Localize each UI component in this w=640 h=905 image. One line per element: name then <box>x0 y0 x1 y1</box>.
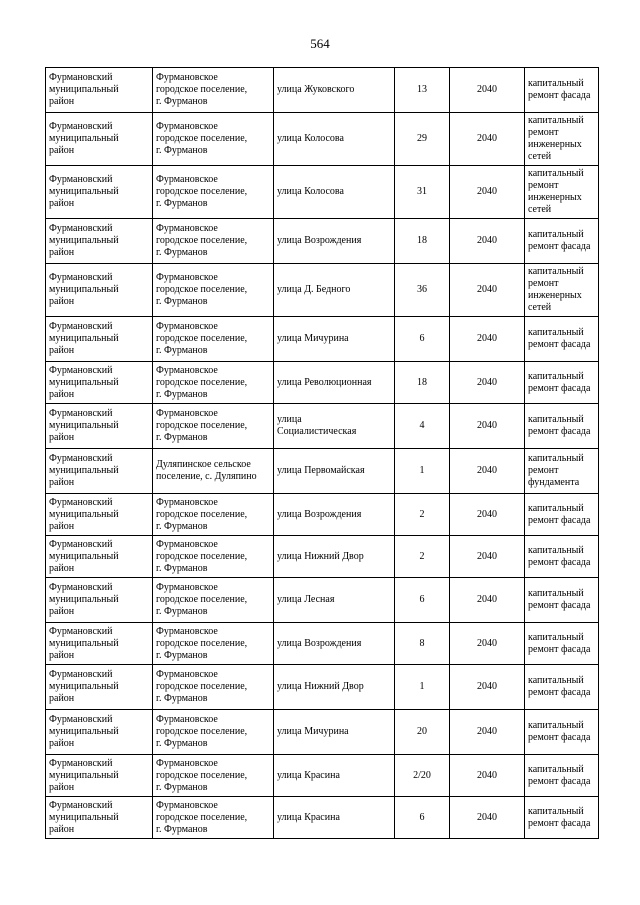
table-row <box>46 264 599 317</box>
house-number-cell <box>395 449 450 494</box>
district-cell-text: Фурмановский муниципальный район <box>49 121 119 156</box>
street-cell-text: улица Красина <box>277 769 340 781</box>
street-cell-text: улица Мичурина <box>277 333 349 344</box>
work-type-cell-text: капитальный ремонт фасада <box>528 588 591 611</box>
district-cell <box>46 219 153 264</box>
year-cell <box>450 623 525 665</box>
house-number-cell-text: 1 <box>419 465 425 476</box>
settlement-cell <box>153 317 274 362</box>
work-type-cell-text: капитальный ремонт фасада <box>528 631 591 655</box>
street-cell-text: улица Жуковского <box>277 84 355 95</box>
year-cell <box>450 494 525 536</box>
house-number-cell-text: 2 <box>419 550 425 562</box>
house-number-cell <box>395 404 450 449</box>
year-cell-text: 2040 <box>477 186 497 197</box>
street-cell-text: улица Лесная <box>277 594 335 605</box>
street-cell <box>274 264 395 317</box>
street-cell-text: улица Нижний Двор <box>277 550 364 562</box>
year-cell <box>450 166 525 219</box>
district-cell-text: Фурмановский муниципальный район <box>49 174 119 209</box>
work-type-cell <box>525 578 599 623</box>
street-cell <box>274 494 395 536</box>
table-row <box>46 623 599 665</box>
district-cell-text: Фурмановский муниципальный район <box>49 625 119 661</box>
house-number-cell-text: 29 <box>417 133 427 144</box>
house-number-cell <box>395 494 450 536</box>
house-number-cell <box>395 113 450 166</box>
year-cell <box>450 710 525 755</box>
house-number-cell <box>395 536 450 578</box>
work-type-cell <box>525 113 599 166</box>
year-cell <box>450 665 525 710</box>
street-cell-text: улица Красина <box>277 811 340 823</box>
house-number-cell-text: 6 <box>419 594 425 605</box>
year-cell <box>450 113 525 166</box>
year-cell <box>450 449 525 494</box>
settlement-cell <box>153 362 274 404</box>
district-cell <box>46 665 153 710</box>
settlement-cell-text: Фурмановское городское поселение, г. Фурманов <box>156 121 248 156</box>
table-row <box>46 317 599 362</box>
house-number-cell-text: 6 <box>419 333 425 344</box>
settlement-cell <box>153 710 274 755</box>
work-type-cell <box>525 665 599 710</box>
house-number-cell-text: 13 <box>417 84 427 95</box>
year-cell-text: 2040 <box>477 235 497 246</box>
street-cell <box>274 578 395 623</box>
district-cell-text: Фурмановский муниципальный район <box>49 714 119 749</box>
house-number-cell-text: 6 <box>419 811 425 823</box>
year-cell-text: 2040 <box>477 133 497 144</box>
settlement-cell-text: Фурмановское городское поселение, г. Фурманов <box>156 714 248 749</box>
settlement-cell-text: Фурмановское городское поселение, г. Фурманов <box>156 669 248 704</box>
work-type-cell <box>525 623 599 665</box>
house-number-cell-text: 36 <box>417 284 427 295</box>
settlement-cell-text: Фурмановское городское поселение, г. Фурманов <box>156 408 248 443</box>
work-type-cell <box>525 449 599 494</box>
settlement-cell-text: Фурмановское городское поселение, г. Фурманов <box>156 757 248 793</box>
table-row <box>46 494 599 536</box>
district-cell <box>46 578 153 623</box>
year-cell-text: 2040 <box>477 333 497 344</box>
table-row <box>46 449 599 494</box>
house-number-cell-text: 18 <box>417 376 427 388</box>
house-number-cell-text: 31 <box>417 186 427 197</box>
year-cell-text: 2040 <box>477 376 497 388</box>
settlement-cell <box>153 536 274 578</box>
district-cell <box>46 755 153 797</box>
settlement-cell <box>153 797 274 839</box>
year-cell-text: 2040 <box>477 508 497 520</box>
year-cell <box>450 362 525 404</box>
street-cell <box>274 68 395 113</box>
work-type-cell-text: капитальный ремонт инженерных сетей <box>528 168 584 215</box>
street-cell-text: улица Мичурина <box>277 726 349 737</box>
work-type-cell-text: капитальный ремонт фасада <box>528 327 591 350</box>
district-cell <box>46 113 153 166</box>
settlement-cell <box>153 755 274 797</box>
work-type-cell-text: капитальный ремонт инженерных сетей <box>528 266 584 313</box>
work-type-cell-text: капитальный ремонт фасада <box>528 544 591 568</box>
year-cell <box>450 578 525 623</box>
settlement-cell <box>153 68 274 113</box>
work-type-cell-text: капитальный ремонт фасада <box>528 78 591 101</box>
house-number-cell <box>395 264 450 317</box>
street-cell <box>274 219 395 264</box>
year-cell-text: 2040 <box>477 420 497 431</box>
district-cell-text: Фурмановский муниципальный район <box>49 453 119 488</box>
table-row <box>46 362 599 404</box>
house-number-cell <box>395 755 450 797</box>
house-number-cell-text: 1 <box>419 681 425 692</box>
district-cell <box>46 68 153 113</box>
work-type-cell-text: капитальный ремонт фасада <box>528 414 591 437</box>
house-number-cell-text: 8 <box>419 637 425 649</box>
street-cell-text: улица Колосова <box>277 186 344 197</box>
street-cell <box>274 449 395 494</box>
district-cell <box>46 264 153 317</box>
year-cell-text: 2040 <box>477 284 497 295</box>
work-type-cell-text: капитальный ремонт фасада <box>528 502 591 526</box>
work-type-cell-text: капитальный ремонт фасада <box>528 675 591 698</box>
house-number-cell <box>395 219 450 264</box>
district-cell-text: Фурмановский муниципальный район <box>49 321 119 356</box>
house-number-cell <box>395 623 450 665</box>
settlement-cell-text: Дуляпинское сельское поселение, с. Дуляпино <box>156 459 257 482</box>
settlement-cell-text: Фурмановское городское поселение, г. Фурманов <box>156 625 248 661</box>
district-cell-text: Фурмановский муниципальный район <box>49 364 119 400</box>
street-cell-text: улица Колосова <box>277 133 344 144</box>
year-cell-text: 2040 <box>477 594 497 605</box>
work-type-cell <box>525 494 599 536</box>
street-cell <box>274 166 395 219</box>
house-number-cell <box>395 362 450 404</box>
year-cell-text: 2040 <box>477 637 497 649</box>
settlement-cell-text: Фурмановское городское поселение, г. Фурманов <box>156 538 248 574</box>
table-row <box>46 166 599 219</box>
year-cell-text: 2040 <box>477 465 497 476</box>
street-cell <box>274 362 395 404</box>
work-type-cell <box>525 317 599 362</box>
table-row <box>46 68 599 113</box>
street-cell <box>274 404 395 449</box>
house-number-cell <box>395 797 450 839</box>
district-cell <box>46 710 153 755</box>
settlement-cell <box>153 665 274 710</box>
settlement-cell <box>153 113 274 166</box>
year-cell <box>450 755 525 797</box>
street-cell-text: улица Д. Бедного <box>277 284 351 295</box>
house-number-cell-text: 4 <box>419 420 425 431</box>
house-number-cell-text: 18 <box>417 235 427 246</box>
table-row <box>46 113 599 166</box>
year-cell-text: 2040 <box>477 681 497 692</box>
settlement-cell <box>153 264 274 317</box>
settlement-cell-text: Фурмановское городское поселение, г. Фурманов <box>156 496 248 532</box>
street-cell-text: улица Нижний Двор <box>277 681 364 692</box>
settlement-cell-text: Фурмановское городское поселение, г. Фурманов <box>156 223 248 258</box>
house-number-cell-text: 2/20 <box>413 769 431 781</box>
house-number-cell <box>395 710 450 755</box>
district-cell-text: Фурмановский муниципальный район <box>49 538 119 574</box>
street-cell <box>274 536 395 578</box>
street-cell-text: улица Возрождения <box>277 235 362 246</box>
year-cell <box>450 536 525 578</box>
street-cell <box>274 710 395 755</box>
table-body <box>46 68 599 839</box>
year-cell-text: 2040 <box>477 550 497 562</box>
street-cell-text: улица Возрождения <box>277 508 362 520</box>
year-cell <box>450 404 525 449</box>
district-cell-text: Фурмановский муниципальный район <box>49 223 119 258</box>
work-type-cell-text: капитальный ремонт фасада <box>528 763 591 787</box>
house-number-cell <box>395 665 450 710</box>
work-type-cell-text: капитальный ремонт фундамента <box>528 453 584 488</box>
district-cell <box>46 404 153 449</box>
work-type-cell <box>525 536 599 578</box>
repair-registry-table <box>45 67 599 839</box>
work-type-cell-text: капитальный ремонт фасада <box>528 805 591 829</box>
district-cell-text: Фурмановский муниципальный район <box>49 799 119 835</box>
district-cell <box>46 623 153 665</box>
street-cell <box>274 317 395 362</box>
settlement-cell <box>153 219 274 264</box>
settlement-cell <box>153 404 274 449</box>
work-type-cell <box>525 219 599 264</box>
street-cell-text: улица Революционная <box>277 376 372 388</box>
settlement-cell-text: Фурмановское городское поселение, г. Фурманов <box>156 582 248 617</box>
house-number-cell <box>395 317 450 362</box>
year-cell <box>450 264 525 317</box>
settlement-cell-text: Фурмановское городское поселение, г. Фурманов <box>156 272 248 307</box>
page-number: 564 <box>310 36 330 51</box>
table-row <box>46 578 599 623</box>
year-cell-text: 2040 <box>477 726 497 737</box>
district-cell <box>46 494 153 536</box>
year-cell <box>450 797 525 839</box>
street-cell <box>274 113 395 166</box>
street-cell <box>274 623 395 665</box>
settlement-cell-text: Фурмановское городское поселение, г. Фурманов <box>156 72 248 107</box>
street-cell <box>274 665 395 710</box>
work-type-cell <box>525 68 599 113</box>
table-row <box>46 755 599 797</box>
work-type-cell-text: капитальный ремонт фасада <box>528 229 591 252</box>
district-cell-text: Фурмановский муниципальный район <box>49 669 119 704</box>
year-cell <box>450 219 525 264</box>
settlement-cell-text: Фурмановское городское поселение, г. Фурманов <box>156 364 248 400</box>
settlement-cell-text: Фурмановское городское поселение, г. Фурманов <box>156 799 248 835</box>
year-cell-text: 2040 <box>477 84 497 95</box>
district-cell-text: Фурмановский муниципальный район <box>49 757 119 793</box>
settlement-cell <box>153 578 274 623</box>
district-cell-text: Фурмановский муниципальный район <box>49 582 119 617</box>
work-type-cell <box>525 755 599 797</box>
table-row <box>46 665 599 710</box>
settlement-cell <box>153 623 274 665</box>
house-number-cell-text: 20 <box>417 726 427 737</box>
street-cell <box>274 755 395 797</box>
district-cell <box>46 449 153 494</box>
district-cell-text: Фурмановский муниципальный район <box>49 408 119 443</box>
work-type-cell <box>525 264 599 317</box>
work-type-cell <box>525 362 599 404</box>
table-row <box>46 404 599 449</box>
district-cell <box>46 797 153 839</box>
work-type-cell-text: капитальный ремонт фасада <box>528 720 591 743</box>
street-cell-text: улица Социалистическая <box>277 414 357 437</box>
year-cell <box>450 317 525 362</box>
work-type-cell <box>525 797 599 839</box>
house-number-cell <box>395 166 450 219</box>
house-number-cell <box>395 578 450 623</box>
district-cell-text: Фурмановский муниципальный район <box>49 496 119 532</box>
year-cell-text: 2040 <box>477 811 497 823</box>
settlement-cell <box>153 449 274 494</box>
year-cell <box>450 68 525 113</box>
year-cell-text: 2040 <box>477 769 497 781</box>
table-row <box>46 536 599 578</box>
settlement-cell <box>153 166 274 219</box>
work-type-cell <box>525 166 599 219</box>
district-cell <box>46 317 153 362</box>
house-number-cell-text: 2 <box>419 508 425 520</box>
district-cell <box>46 166 153 219</box>
district-cell-text: Фурмановский муниципальный район <box>49 272 119 307</box>
house-number-cell <box>395 68 450 113</box>
table-row <box>46 219 599 264</box>
work-type-cell <box>525 404 599 449</box>
district-cell <box>46 536 153 578</box>
table-row <box>46 710 599 755</box>
settlement-cell <box>153 494 274 536</box>
work-type-cell <box>525 710 599 755</box>
work-type-cell-text: капитальный ремонт фасада <box>528 370 591 394</box>
settlement-cell-text: Фурмановское городское поселение, г. Фурманов <box>156 174 248 209</box>
street-cell <box>274 797 395 839</box>
district-cell <box>46 362 153 404</box>
work-type-cell-text: капитальный ремонт инженерных сетей <box>528 115 584 162</box>
street-cell-text: улица Возрождения <box>277 637 362 649</box>
district-cell-text: Фурмановский муниципальный район <box>49 72 119 107</box>
street-cell-text: улица Первомайская <box>277 465 365 476</box>
table-row <box>46 797 599 839</box>
settlement-cell-text: Фурмановское городское поселение, г. Фурманов <box>156 321 248 356</box>
